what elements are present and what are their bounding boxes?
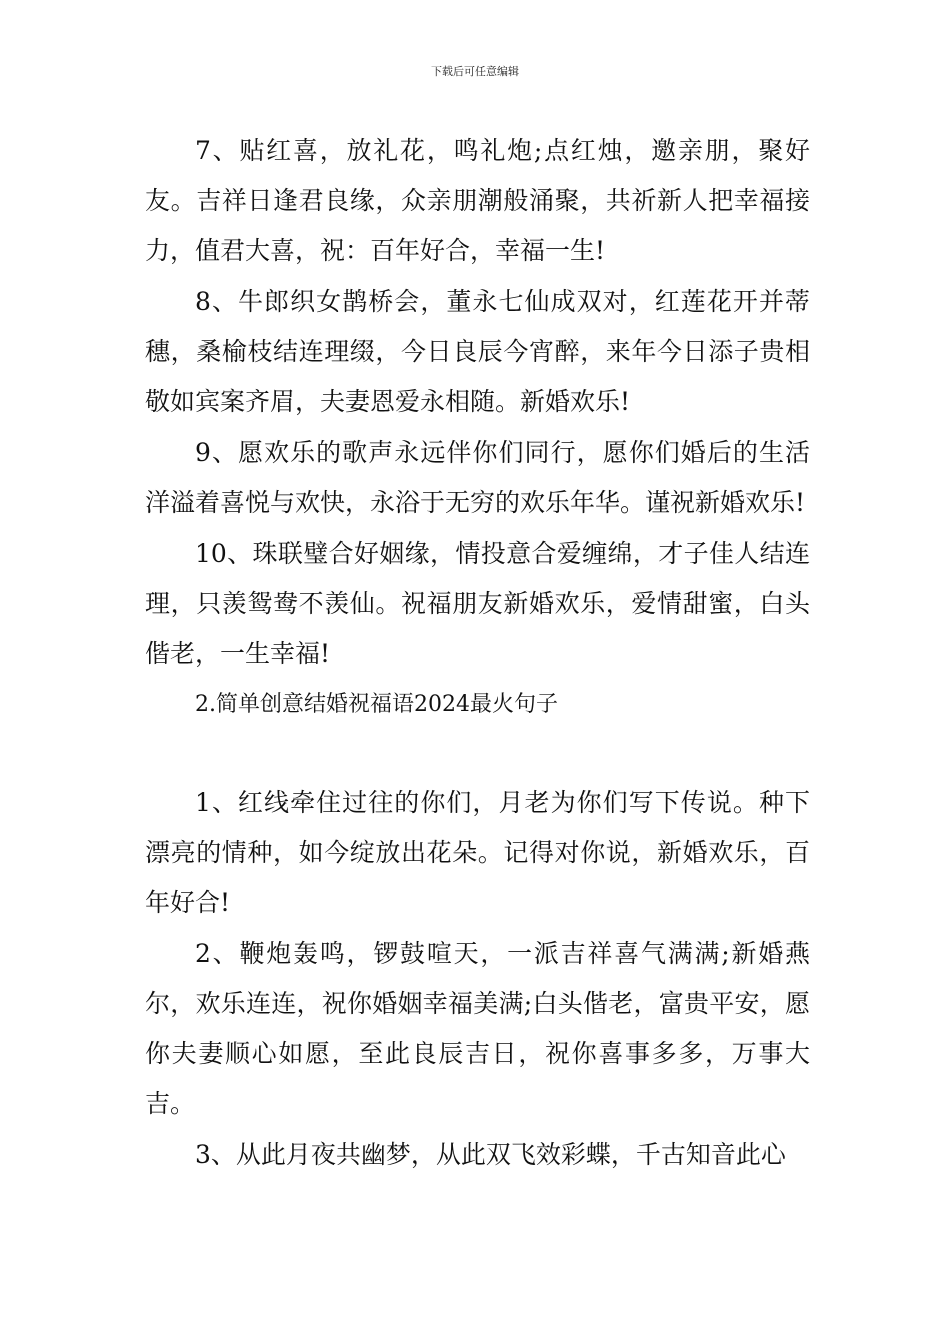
section-spacer bbox=[145, 730, 810, 778]
paragraph-b2: 2、鞭炮轰鸣，锣鼓喧天，一派吉祥喜气满满;新婚燕尔，欢乐连连，祝你婚姻幸福美满;白头偕老，富贵平安，愿你夫妻顺心如愿，至此良辰吉日，祝你喜事多多，万事大吉。 bbox=[145, 939, 810, 1118]
paragraph-b3: 3、从此月夜共幽梦，从此双飞效彩蝶，千古知音此心 bbox=[195, 1140, 786, 1169]
paragraph-b1: 1、红线牵住过往的你们，月老为你们写下传说。种下漂亮的情种，如今绽放出花朵。记得对你说，新婚欢乐，百年好合! bbox=[145, 788, 810, 917]
document-body bbox=[145, 126, 810, 1181]
paragraph-9: 9、愿欢乐的歌声永远伴你们同行，愿你们婚后的生活洋溢着喜悦与欢快，永浴于无穷的欢乐年华。谨祝新婚欢乐! bbox=[145, 438, 810, 517]
paragraph-7: 7、贴红喜，放礼花，鸣礼炮;点红烛，邀亲朋，聚好友。吉祥日逢君良缘，众亲朋潮般涌聚，共祈新人把幸福接力，值君大喜，祝：百年好合，幸福一生! bbox=[145, 136, 810, 265]
page-header: 下载后可任意编辑 bbox=[431, 65, 519, 78]
paragraph-8: 8、牛郎织女鹊桥会，董永七仙成双对，红莲花开并蒂穗，桑榆枝结连理缀，今日良辰今宵醉，来年今日添子贵相敬如宾案齐眉，夫妻恩爱永相随。新婚欢乐! bbox=[145, 287, 810, 416]
section-title: 2.简单创意结婚祝福语2024最火句子 bbox=[195, 692, 558, 717]
paragraph-10: 10、珠联璧合好姻缘，情投意合爱缠绵，才子佳人结连理，只羡鸳鸯不羡仙。祝福朋友新婚欢乐，爱情甜蜜，白头偕老，一生幸福! bbox=[145, 539, 810, 668]
